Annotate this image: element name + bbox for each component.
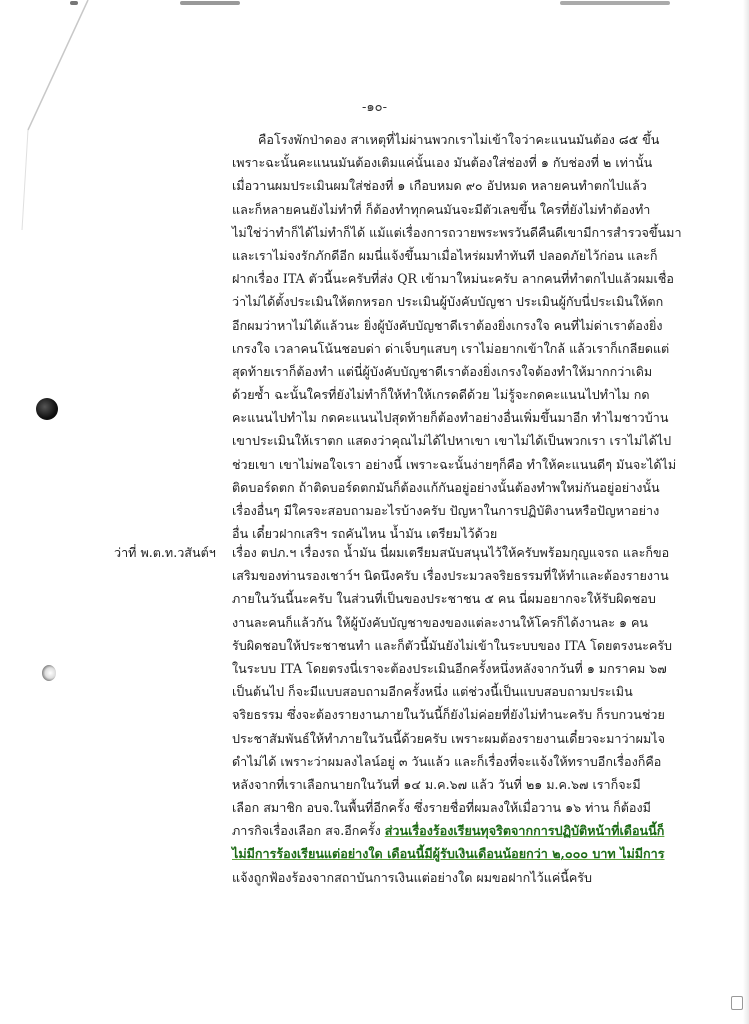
text-line: สุดท้ายเราก็ต้องทำ แต่นี่ผู้บังคับบัญชาดีเราต้องยิ่งเกรงใจต้องทำให้มากกว่าเดิม xyxy=(232,363,653,379)
corner-mark xyxy=(731,996,743,1010)
text-line: อีกผมว่าหาไม่ได้แล้วนะ ยิ่งผู้บังคับบัญชาดีเราต้องยิ่งเกรงใจ คนที่ไม่ด่าเราต้องยิ่ง xyxy=(232,317,663,333)
text-line: ในระบบ ITA โดยตรงนี่เราจะต้องประเมินอีกครั้งหนึ่งหลังจากวันที่ ๑ มกราคม ๖๗ xyxy=(232,660,667,676)
text-line: เสริมของท่านรองเชาว์ฯ นิดนึงครับ เรื่องประมวลจริยธรรมที่ให้ทำและต้องรายงาน xyxy=(232,568,669,584)
highlighted-text: ส่วนเรื่องร้องเรียนทุจริตจากการปฏิบัติหน้าที่เดือนนี้ก็ xyxy=(384,823,665,839)
text-segment: ภารกิจเรื่องเลือก สจ.อีกครั้ง xyxy=(232,823,381,839)
text-line: อื่น เดี๋ยวฝากเสริฯ รถคันไหน น้ำมัน เตรียมไว้ด้วย xyxy=(232,526,498,542)
text-line: และเราไม่จงรักภักดีอีก ผมนี่แจ้งขึ้นมาเมื่อไหร่ผมทำทันที ปลอดภัยไว้ก่อน และก็ xyxy=(232,247,658,263)
page-number: -๑๐- xyxy=(362,100,387,115)
text-line: เลือก สมาชิก อบจ.ในพื้นที่อีกครั้ง ซึ่งรายชื่อที่ผมลงให้เมื่อวาน ๑๖ ท่าน ก็ต้องมี xyxy=(232,800,651,816)
text-line: ไม่ใช่ว่าทำก็ได้ไม่ทำก็ได้ แม้แต่เรื่องการถวายพระพรวันดีคืนดีเขามีการสำรวจขึ้นมา xyxy=(232,224,682,240)
highlighted-text: ไม่มีการร้องเรียนแต่อย่างใด เดือนนี้มีผู้รับเงินเดือนน้อยกว่า ๒,๐๐๐ บาท ไม่มีการ xyxy=(232,846,665,862)
text-line: งานละคนก็แล้วกัน ให้ผู้บังคับบัญชาของของแต่ละงานให้โครก็ได้งานละ ๑ คน xyxy=(232,614,648,630)
text-line: ติดบอร์ดตก ถ้าติดบอร์ดตกมันก็ต้องแก้กันอยู่อย่างนั้นต้องทำพใหม่กันอยู่อย่างนั้น xyxy=(232,479,660,495)
text-line: คือโรงพักป่าดอง สาเหตุที่ไม่ผ่านพวกเราไม่เข้าใจว่าคะแนนมันต้อง ๘๕ ขึ้น xyxy=(258,132,660,147)
text-line: ประชาสัมพันธ์ให้ทำภายในวันนี้ด้วยครับ เพราะผมต้องรายงานเดี๋ยวจะมาว่าผมไจ xyxy=(232,730,665,746)
text-line: ด้วยซ้ำ ฉะนั้นใครที่ยังไม่ทำก็ให้ทำให้เกรดดีด้วย ไม่รู้จะกดคะแนนไปทำไม กด xyxy=(232,387,650,403)
text-line xyxy=(232,842,672,865)
text-line: รับผิดชอบให้ประชาชนทำ และก็ตัวนี้มันยังไม่เข้าในระบบของ ITA โดยตรงนะครับ xyxy=(232,637,673,653)
text-line: เกรงใจ เวลาคนโน้นชอบด่า ด่าเจ็บๆแสบๆ เราไม่อยากเข้าใกล้ แล้วเราก็เกลียดแต่ xyxy=(232,340,670,356)
text-line: หลังจากที่เราเลือกนายกในวันที่ ๑๔ ม.ค.๖๗ แล้ว วันที่ ๒๑ ม.ค.๖๗ เราก็จะมี xyxy=(232,776,641,792)
text-line: คะแนนไปทำไม กดคะแนนไปสุดท้ายก็ต้องทำอย่างอื่นเพิ่มขึ้นมาอีก ทำไมชาวบ้าน xyxy=(232,410,669,426)
text-line: เพราะฉะนั้นคะแนนมันต้องเติมแค่นั้นเอง มันต้องใส่ช่องที่ ๑ กับช่องที่ ๒ เท่านั้น xyxy=(232,155,653,171)
text-line: เรื่อง ตปภ.ฯ เรื่องรถ น้ำมัน นี่ผมเตรียมสนับสนุนไว้ให้ครับพร้อมกุญแจรถ และก็ขอ xyxy=(232,545,670,560)
text-line: เขาประเมินให้เราตก แสดงว่าคุณไม่ได้ไปหาเขา เขาไม่ได้เป็นพวกเรา เราไม่ได้ไป xyxy=(232,433,672,449)
text-line xyxy=(232,819,672,842)
page-edge-shadow xyxy=(743,0,749,1024)
text-line: ว่าไม่ได้ตั้งประเมินให้ตกหรอก ประเมินผู้บังคับบัญชา ประเมินผู้กับนี่ประเมินให้ตก xyxy=(232,294,664,310)
text-line: ภายในวันนี้นะครับ ในส่วนที่เป็นของประชาชน ๕ คน นี่ผมอยากจะให้รับผิดชอบ xyxy=(232,591,656,607)
punch-hole xyxy=(42,665,56,681)
text-line: เรื่องอื่นๆ มีใครจะสอบถามอะไรบ้างครับ ปัญหาในการปฏิบัติงานหรือปัญหาอย่าง xyxy=(232,503,660,518)
text-line: แจ้งถูกฟ้องร้องจากสถาบันการเงินแต่อย่างใด ผมขอฝากไว้แค่นี้ครับ xyxy=(232,869,593,885)
punch-hole xyxy=(36,398,58,420)
text-line: เป็นต้นไป ก็จะมีแบบสอบถามอีกครั้งหนึ่ง แต่ช่วงนี้เป็นแบบสอบถามประเมิน xyxy=(232,684,633,700)
text-line: จริยธรรม ซึ่งจะต้องรายงานภายในวันนี้ก็ยังไม่ค่อยที่ยังไม่ทำนะครับ ก็รบกวนช่วย xyxy=(232,707,665,723)
text-line: ช่วยเขา เขาไม่พอใจเรา อย่างนี้ เพราะฉะนั้นง่ายๆก็คือ ทำให้คะแนนดีๆ มันจะได้ไม่ xyxy=(232,456,677,472)
text-line: เมื่อวานผมประเมินผมใส่ช่องที่ ๑ เกือบหมด ๙๐ อัปหมด หลายคนทำตกไปแล้ว xyxy=(232,178,647,194)
paragraph-continued xyxy=(232,128,682,545)
text-line: และก็หลายคนยังไม่ทำที่ ก็ต้องทำทุกคนมันจะมีตัวเลขขึ้น ใครที่ยังไม่ทำต้องทำ xyxy=(232,201,651,217)
text-line: ดำไม่ได้ เพราะว่าผมลงไลน์อยู่ ๓ วันแล้ว และก็เรื่องที่จะแจ้งให้ทราบอีกเรื่องก็คือ xyxy=(232,753,662,769)
speaker-label: ว่าที่ พ.ต.ท.วสันต์ฯ xyxy=(114,545,216,560)
text-line: ฝากเรื่อง ITA ตัวนี้นะครับที่ส่ง QR เข้ามาใหม่นะครับ ลากคนที่ทำตกไปแล้วผมเชื่อ xyxy=(232,271,674,287)
speaker-paragraph xyxy=(232,541,672,889)
